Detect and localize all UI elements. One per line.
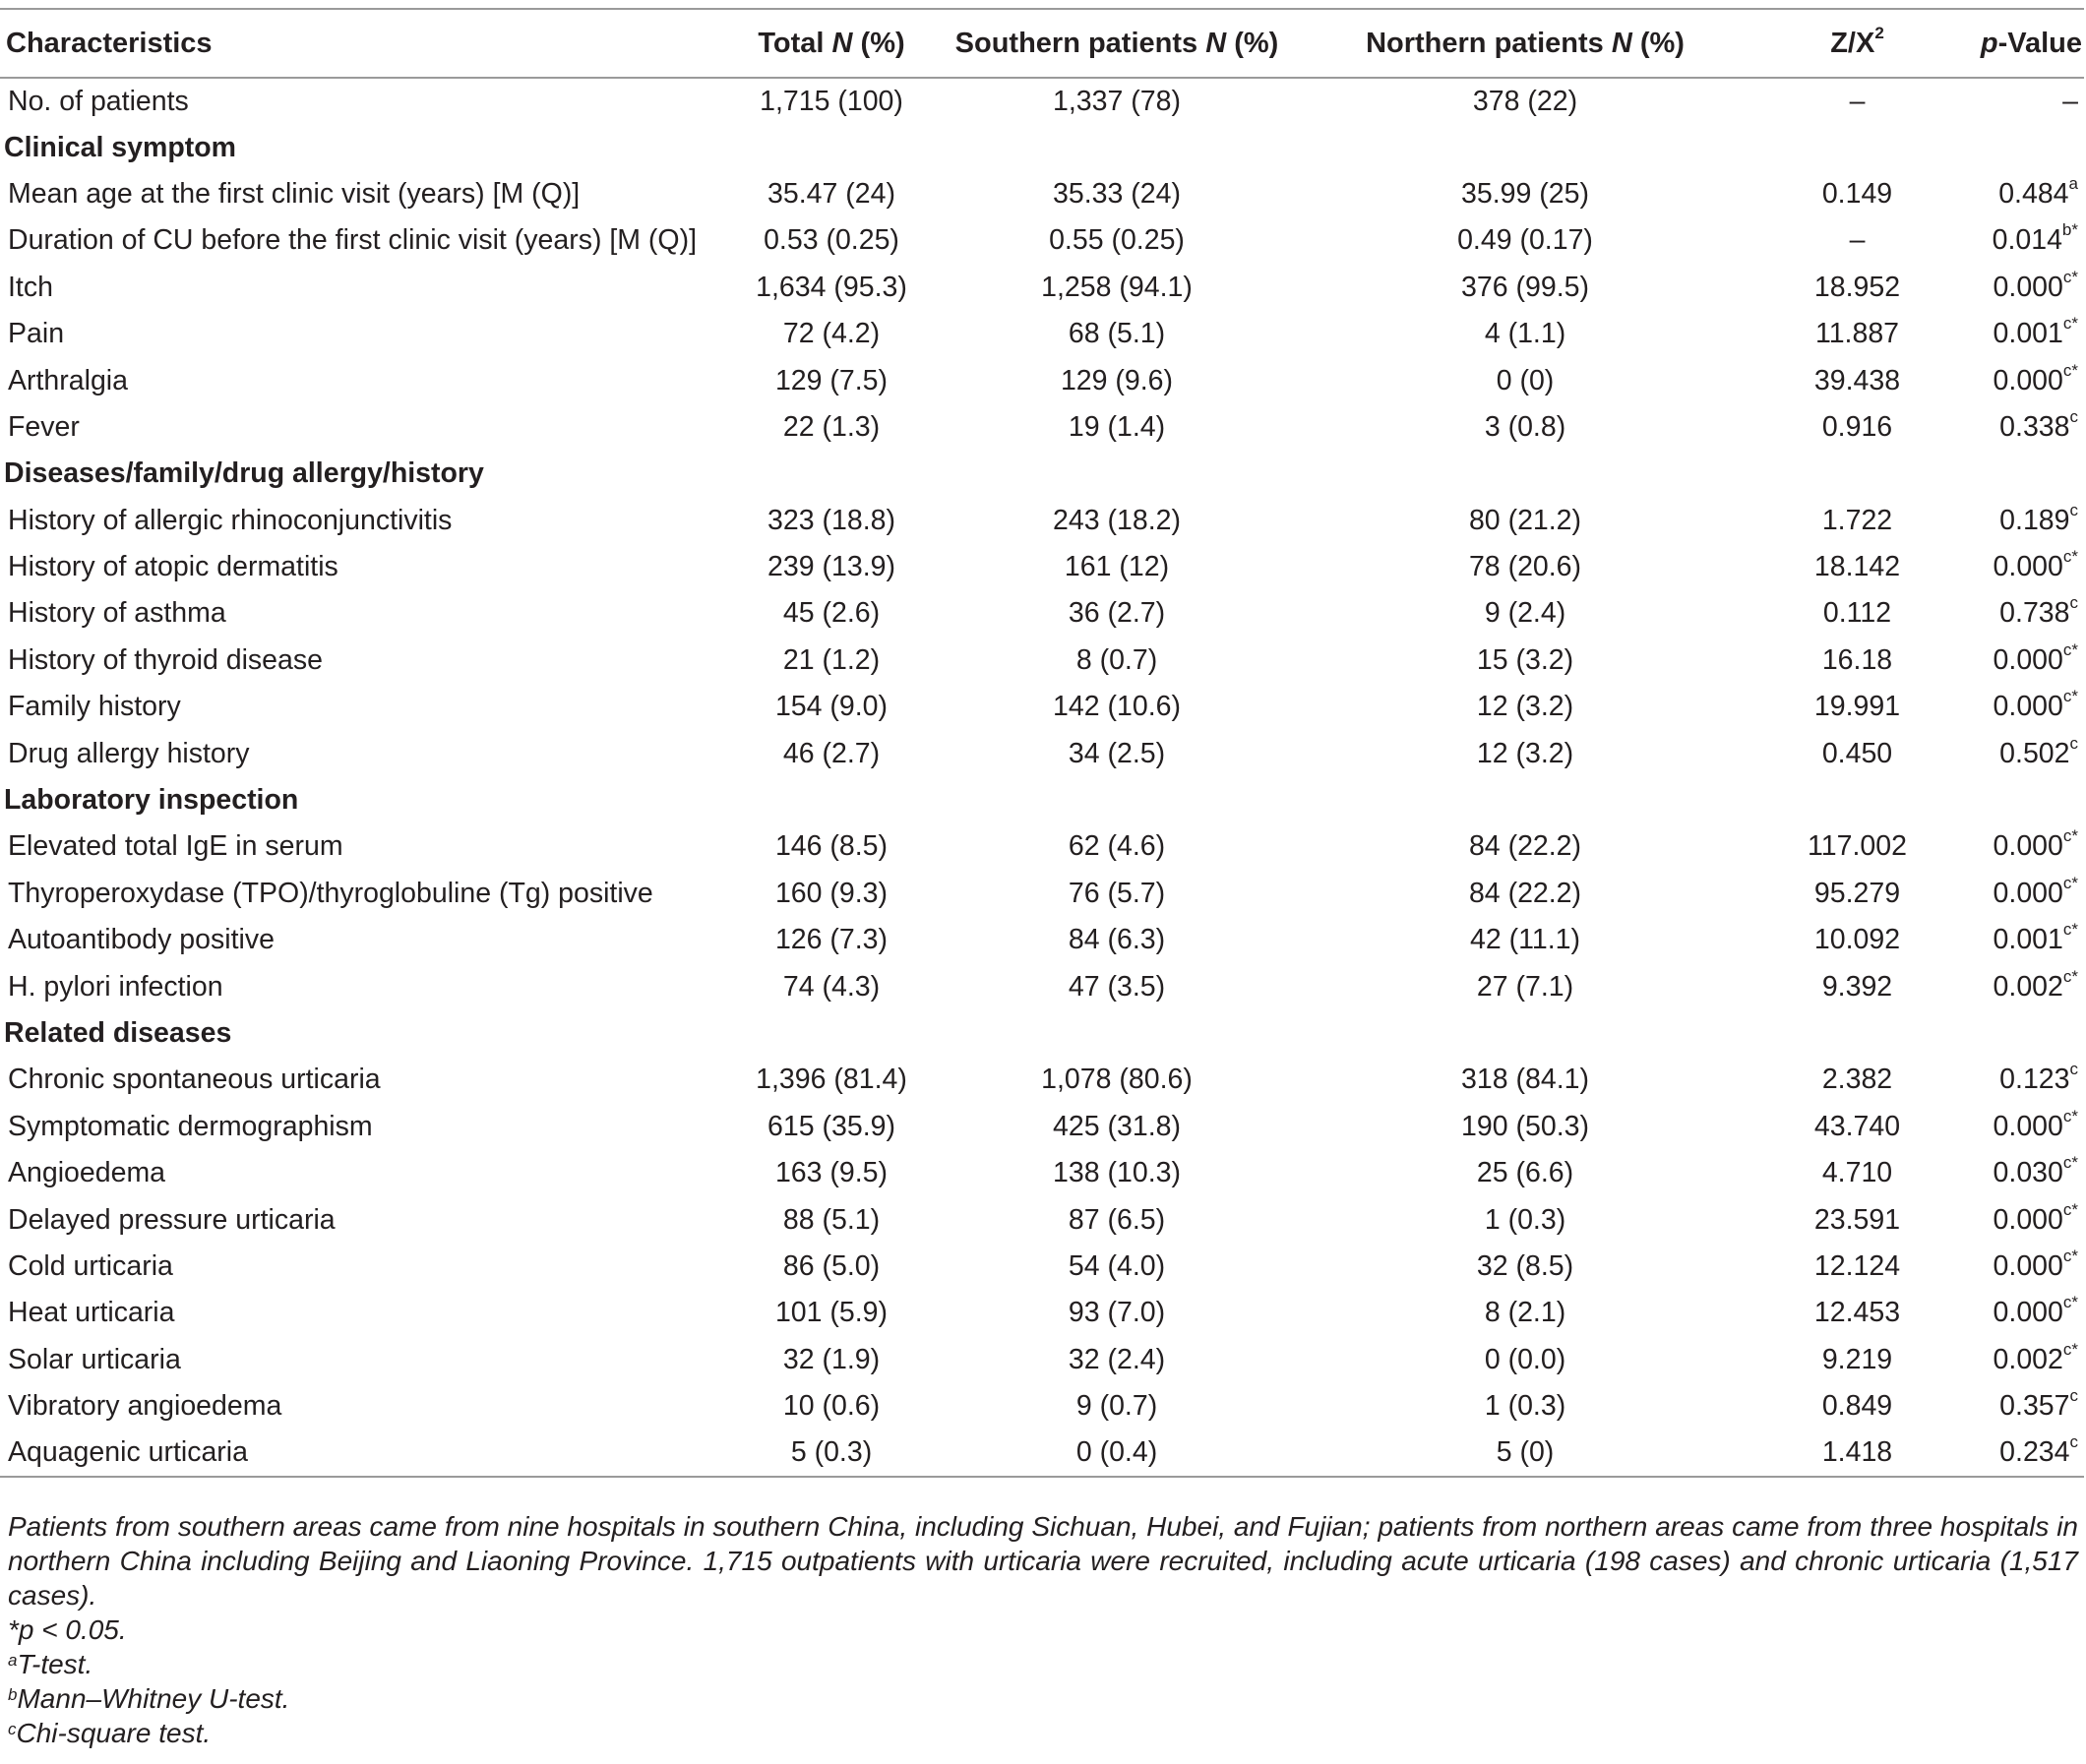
cell-p-value: – xyxy=(2062,85,2078,117)
table-row xyxy=(0,963,2084,1009)
cell-total: 126 (7.3) xyxy=(774,924,889,956)
row-label: H. pylori infection xyxy=(8,970,223,1003)
cell-northern: 78 (20.6) xyxy=(1468,551,1582,583)
p-value-marker: c xyxy=(2069,1060,2078,1079)
cell-total: 154 (9.0) xyxy=(774,691,889,723)
table-row xyxy=(0,1290,2084,1336)
p-value-marker: c* xyxy=(2062,826,2078,846)
cell-southern: 47 (3.5) xyxy=(1068,970,1166,1003)
cell-total: 0.53 (0.25) xyxy=(764,224,899,257)
cell-p-value: $0.000^{c*}$ xyxy=(1993,1199,2078,1236)
cell-northern: 80 (21.2) xyxy=(1468,504,1582,536)
row-label: History of atopic dermatitis xyxy=(8,551,338,583)
p-value-marker: c* xyxy=(2062,1199,2078,1219)
row-label: Drug allergy history xyxy=(8,737,250,769)
cell-zx: – xyxy=(1849,224,1866,257)
cell-southern: 1,258 (94.1) xyxy=(1041,271,1193,303)
cell-zx: – xyxy=(1849,85,1866,117)
cell-p-value: $0.000^{c*}$ xyxy=(1993,826,2078,863)
cell-zx: 95.279 xyxy=(1813,877,1901,909)
section-title: Laboratory inspection xyxy=(4,784,299,817)
cell-p-value: $0.000^{c*}$ xyxy=(1993,1106,2078,1142)
row-label: Fever xyxy=(8,410,80,443)
cell-p-value: $0.030^{c*}$ xyxy=(1993,1153,2078,1189)
p-value-marker: c xyxy=(2069,1386,2078,1406)
cell-northern: 8 (2.1) xyxy=(1484,1297,1566,1329)
cell-total: 88 (5.1) xyxy=(782,1203,881,1236)
table-body xyxy=(0,78,2084,1477)
table-row xyxy=(0,1057,2084,1103)
cell-southern: 142 (10.6) xyxy=(1053,691,1181,723)
cell-p-value: 0.189$^c$ xyxy=(1999,500,2078,536)
row-label: Heat urticaria xyxy=(8,1297,175,1329)
header-characteristics: Characteristics xyxy=(0,9,708,78)
table-row xyxy=(0,217,2084,264)
table-footnotes xyxy=(8,1509,2078,1750)
p-value-marker: c xyxy=(2069,733,2078,753)
cell-total: 22 (1.3) xyxy=(782,410,881,443)
table-row xyxy=(0,823,2084,870)
cell-p-value: 0.484$^a$ xyxy=(1998,173,2078,210)
cell-total: 32 (1.9) xyxy=(782,1343,881,1375)
cell-total: 323 (18.8) xyxy=(767,504,895,536)
table-row xyxy=(0,171,2084,217)
p-value-marker: c* xyxy=(2062,1153,2078,1173)
p-value-marker: c* xyxy=(2062,966,2078,986)
row-label: Chronic spontaneous urticaria xyxy=(8,1064,381,1096)
cell-southern: 243 (18.2) xyxy=(1053,504,1181,536)
cell-northern: 27 (7.1) xyxy=(1476,970,1574,1003)
cell-southern: 62 (4.6) xyxy=(1068,830,1166,863)
cell-northern: 5 (0) xyxy=(1279,1429,1771,1476)
row-label: Itch xyxy=(8,271,53,303)
row-label: Solar urticaria xyxy=(8,1343,181,1375)
row-label: Symptomatic dermographism xyxy=(8,1110,373,1142)
cell-zx: 0.916 xyxy=(1821,410,1893,443)
p-value-marker: c* xyxy=(2062,1293,2078,1312)
cell-total: 101 (5.9) xyxy=(774,1297,889,1329)
cell-p-value: 0.123$^c$ xyxy=(1999,1060,2078,1096)
table-row xyxy=(0,1196,2084,1243)
table-row xyxy=(0,684,2084,730)
cell-northern: 35.99 (25) xyxy=(1461,177,1589,210)
header-p-value: p-Value xyxy=(1943,9,2084,78)
footnote-c: $^c$Chi-square test. xyxy=(8,1718,212,1748)
row-label: Cold urticaria xyxy=(8,1249,173,1282)
cell-northern: 376 (99.5) xyxy=(1461,271,1589,303)
table-row xyxy=(0,1104,2084,1150)
footnote-significance: *p < 0.05. xyxy=(8,1614,127,1645)
cell-southern: 129 (9.6) xyxy=(1060,364,1174,396)
p-value-marker: c xyxy=(2069,1432,2078,1452)
cell-total: 160 (9.3) xyxy=(774,877,889,909)
table-row xyxy=(0,1244,2084,1290)
cell-zx: 10.092 xyxy=(1813,924,1901,956)
section-header-row xyxy=(0,451,2084,497)
cell-zx: 0.849 xyxy=(1821,1390,1893,1423)
cell-southern: 1,337 (78) xyxy=(1053,85,1181,117)
table-row xyxy=(0,311,2084,357)
cell-zx: 12.453 xyxy=(1813,1297,1901,1329)
p-value-marker: c* xyxy=(2062,639,2078,659)
section-header-row xyxy=(0,124,2084,170)
cell-zx: 2.382 xyxy=(1821,1064,1893,1096)
cell-northern: 25 (6.6) xyxy=(1476,1157,1574,1189)
cell-northern: 12 (3.2) xyxy=(1476,691,1574,723)
cell-total: 1,715 (100) xyxy=(760,85,903,117)
cell-p-value: $0.000^{c*}$ xyxy=(1993,639,2078,676)
cell-zx: 9.219 xyxy=(1821,1343,1893,1375)
table-row xyxy=(0,78,2084,124)
cell-southern: 1,078 (80.6) xyxy=(1041,1064,1193,1096)
cell-northern: 32 (8.5) xyxy=(1476,1249,1574,1282)
cell-northern: 0 (0.0) xyxy=(1484,1343,1566,1375)
cell-zx: 11.887 xyxy=(1814,318,1900,350)
cell-p-value: $0.002^{c*}$ xyxy=(1993,1339,2078,1375)
section-title: Clinical symptom xyxy=(4,131,236,163)
cell-northern: 15 (3.2) xyxy=(1476,643,1574,676)
table-row xyxy=(0,730,2084,776)
cell-p-value: $0.000^{c*}$ xyxy=(1993,1246,2078,1282)
cell-zx: 117.002 xyxy=(1808,830,1907,863)
section-header-row xyxy=(0,777,2084,823)
p-value-marker: c* xyxy=(2062,687,2078,706)
cell-total: 45 (2.6) xyxy=(782,597,881,630)
row-label: Arthralgia xyxy=(8,364,128,396)
cell-zx: 18.952 xyxy=(1813,271,1901,303)
footnote-b: $^b$Mann–Whitney U-test. xyxy=(8,1683,290,1714)
table-row xyxy=(0,498,2084,544)
p-value-marker: c* xyxy=(2062,547,2078,567)
cell-zx: 1.722 xyxy=(1821,504,1893,536)
cell-southern: 19 (1.4) xyxy=(1068,410,1166,443)
cell-southern: 0 (0.4) xyxy=(954,1429,1279,1476)
cell-total: 239 (13.9) xyxy=(767,551,895,583)
cell-zx: 16.18 xyxy=(1821,643,1893,676)
cell-northern: 1 (0.3) xyxy=(1484,1203,1566,1236)
cell-northern: 12 (3.2) xyxy=(1476,737,1574,769)
header-total: Total N (%) xyxy=(708,9,954,78)
section-header-row xyxy=(0,1010,2084,1057)
cell-southern: 84 (6.3) xyxy=(1068,924,1166,956)
cell-southern: 68 (5.1) xyxy=(1068,318,1166,350)
cell-northern: 0.49 (0.17) xyxy=(1457,224,1593,257)
cell-p-value: $0.002^{c*}$ xyxy=(1993,966,2078,1003)
p-value-marker: c xyxy=(2069,500,2078,519)
table-row xyxy=(0,1337,2084,1383)
table-row xyxy=(0,917,2084,963)
cell-zx: 23.591 xyxy=(1813,1203,1901,1236)
cell-southern: 36 (2.7) xyxy=(1068,597,1166,630)
cell-southern: 425 (31.8) xyxy=(1053,1110,1181,1142)
p-value-marker: c* xyxy=(2062,314,2078,334)
cell-zx: 1.418 xyxy=(1771,1429,1943,1476)
cell-zx: 18.142 xyxy=(1813,551,1901,583)
cell-total: 129 (7.5) xyxy=(774,364,889,396)
cell-total: 163 (9.5) xyxy=(774,1157,889,1189)
cell-total: 21 (1.2) xyxy=(782,643,881,676)
header-northern: Northern patients N (%) xyxy=(1279,9,1771,78)
cell-zx: 39.438 xyxy=(1813,364,1901,396)
p-value-marker: c* xyxy=(2062,920,2078,940)
cell-northern: 42 (11.1) xyxy=(1470,924,1580,956)
cell-p-value: $0.000^{c*}$ xyxy=(1993,360,2078,396)
p-value-marker: c* xyxy=(2062,1106,2078,1125)
cell-total: 86 (5.0) xyxy=(782,1249,881,1282)
cell-p-value: $0.000^{c*}$ xyxy=(1993,267,2078,303)
p-value-marker: a xyxy=(2068,173,2078,193)
cell-p-value: 0.338$^c$ xyxy=(1999,406,2078,443)
table-row xyxy=(0,871,2084,917)
cell-southern: 76 (5.7) xyxy=(1068,877,1166,909)
p-value-marker: c* xyxy=(2062,267,2078,286)
cell-northern: 378 (22) xyxy=(1472,85,1578,117)
cell-p-value: $0.000^{c*}$ xyxy=(1993,1293,2078,1329)
cell-total: 10 (0.6) xyxy=(782,1390,881,1423)
cell-p-value: 0.357$^c$ xyxy=(1999,1386,2078,1423)
cell-zx: 9.392 xyxy=(1821,970,1893,1003)
row-label: Pain xyxy=(8,318,65,350)
cell-northern: 84 (22.2) xyxy=(1468,830,1582,863)
cell-southern: 54 (4.0) xyxy=(1068,1249,1166,1282)
cell-southern: 87 (6.5) xyxy=(1068,1203,1166,1236)
header-zx: $Z/X^2$ xyxy=(1771,9,1943,78)
p-value-marker: c* xyxy=(2062,873,2078,892)
cell-p-value: $0.001^{c*}$ xyxy=(1993,920,2078,956)
cell-northern: 318 (84.1) xyxy=(1461,1064,1589,1096)
cell-southern: 9 (0.7) xyxy=(1075,1390,1158,1423)
row-label: History of allergic rhinoconjunctivitis xyxy=(8,504,453,536)
cell-northern: 84 (22.2) xyxy=(1468,877,1582,909)
p-value-marker: c* xyxy=(2062,360,2078,380)
row-label: No. of patients xyxy=(8,85,189,117)
cell-total: 72 (4.2) xyxy=(782,318,881,350)
p-value-marker: b* xyxy=(2061,220,2078,240)
cell-p-value: $0.014^{b*}$ xyxy=(1992,220,2078,257)
characteristics-table xyxy=(0,8,2084,1478)
table-header-row xyxy=(0,9,2084,78)
cell-southern: 93 (7.0) xyxy=(1068,1297,1166,1329)
cell-p-value: $0.000^{c*}$ xyxy=(1993,687,2078,723)
cell-southern: 138 (10.3) xyxy=(1053,1157,1181,1189)
cell-p-value: 0.234$^c$ xyxy=(1943,1429,2084,1476)
row-label: Mean age at the first clinic visit (years) [M (Q)] xyxy=(8,177,581,210)
p-value-marker: c* xyxy=(2062,1339,2078,1359)
cell-total: 1,634 (95.3) xyxy=(756,271,907,303)
cell-total: 5 (0.3) xyxy=(708,1429,954,1476)
header-southern: Southern patients N (%) xyxy=(954,9,1279,78)
cell-total: 35.47 (24) xyxy=(767,177,895,210)
cell-southern: 35.33 (24) xyxy=(1053,177,1181,210)
row-label: History of asthma xyxy=(8,597,226,630)
cell-zx: 12.124 xyxy=(1813,1249,1901,1282)
row-label: Family history xyxy=(8,691,181,723)
footnote-a: $^a$T-test. xyxy=(8,1649,93,1679)
p-value-marker: c xyxy=(2069,406,2078,426)
row-label: Autoantibody positive xyxy=(8,924,275,956)
cell-zx: 0.450 xyxy=(1821,737,1893,769)
row-label: History of thyroid disease xyxy=(8,643,323,676)
table-row xyxy=(0,265,2084,311)
cell-northern: 3 (0.8) xyxy=(1484,410,1566,443)
cell-southern: 161 (12) xyxy=(1064,551,1170,583)
p-value-marker: c xyxy=(2069,593,2078,613)
table-row xyxy=(0,544,2084,590)
cell-p-value: $0.000^{c*}$ xyxy=(1993,547,2078,583)
cell-northern: 190 (50.3) xyxy=(1461,1110,1589,1142)
row-label: Aquagenic urticaria xyxy=(0,1429,708,1476)
cell-zx: 19.991 xyxy=(1813,691,1901,723)
p-value-marker: c* xyxy=(2062,1246,2078,1265)
cell-total: 615 (35.9) xyxy=(767,1110,895,1142)
cell-northern: 4 (1.1) xyxy=(1484,318,1566,350)
table-row xyxy=(0,638,2084,684)
cell-southern: 32 (2.4) xyxy=(1068,1343,1166,1375)
cell-p-value: 0.738$^c$ xyxy=(1999,593,2078,630)
row-label: Delayed pressure urticaria xyxy=(8,1203,336,1236)
cell-southern: 0.55 (0.25) xyxy=(1049,224,1185,257)
cell-p-value: 0.502$^c$ xyxy=(1999,733,2078,769)
cell-zx: 43.740 xyxy=(1813,1110,1901,1142)
row-label: Elevated total IgE in serum xyxy=(8,830,343,863)
cell-p-value: $0.000^{c*}$ xyxy=(1993,873,2078,909)
cell-zx: 0.149 xyxy=(1821,177,1893,210)
cell-northern: 9 (2.4) xyxy=(1484,597,1566,630)
cell-southern: 8 (0.7) xyxy=(1075,643,1158,676)
section-title: Diseases/family/drug allergy/history xyxy=(4,457,484,490)
cell-zx: 4.710 xyxy=(1821,1157,1893,1189)
footnote-main: Patients from southern areas came from nine hospitals in southern China, including Sichuan, Hubei, and Fujian; patients from northern areas came from three hospitals in northern China including Beijing and Liaoning Province. 1,715 outpatients with urticaria were recruited, including acute urticaria (198 cases) and chronic urticaria (1,517 cases). xyxy=(8,1511,2078,1611)
cell-p-value: $0.001^{c*}$ xyxy=(1993,314,2078,350)
table-row xyxy=(0,590,2084,637)
table-row xyxy=(0,1383,2084,1429)
cell-total: 146 (8.5) xyxy=(774,830,889,863)
cell-northern: 0 (0) xyxy=(1496,364,1555,396)
cell-total: 46 (2.7) xyxy=(782,737,881,769)
cell-southern: 34 (2.5) xyxy=(1068,737,1166,769)
row-label: Vibratory angioedema xyxy=(8,1390,282,1423)
table-row xyxy=(0,1150,2084,1196)
table-row xyxy=(0,1429,2084,1476)
table-row xyxy=(0,357,2084,403)
table-row xyxy=(0,404,2084,451)
section-title: Related diseases xyxy=(4,1017,232,1049)
cell-northern: 1 (0.3) xyxy=(1484,1390,1566,1423)
cell-total: 74 (4.3) xyxy=(782,970,881,1003)
row-label: Duration of CU before the first clinic visit (years) [M (Q)] xyxy=(8,224,698,257)
row-label: Angioedema xyxy=(8,1157,166,1189)
row-label: Thyroperoxydase (TPO)/thyroglobuline (Tg) positive xyxy=(8,877,653,909)
cell-total: 1,396 (81.4) xyxy=(756,1064,907,1096)
cell-zx: 0.112 xyxy=(1822,597,1892,630)
